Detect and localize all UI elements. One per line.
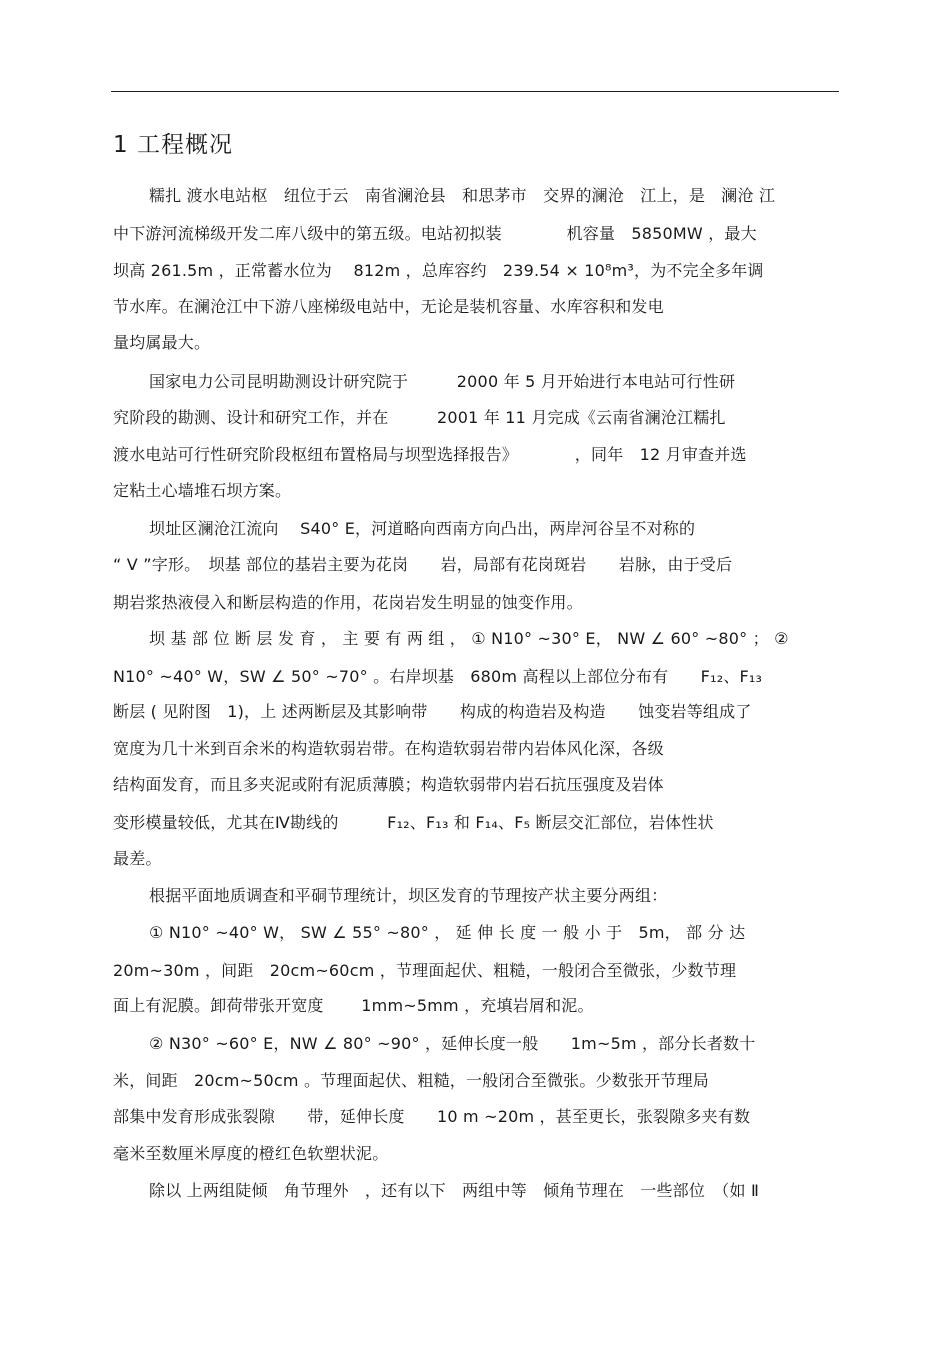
paragraph-line: 量均属最大。 [113, 333, 211, 352]
paragraph-line: 坝高 261.5m ，正常蓄水位为 812m ，总库容约 239.54 × 10⁸m³，为不完全多年调 [113, 261, 764, 280]
paragraph-line: N10° ~40° W，SW ∠ 50° ~70° 。右岸坝基 680m 高程以上部位分布有 F₁₂、F₁₃ [113, 667, 763, 686]
paragraph-line: 米，间距 20cm~50cm 。节理面起伏、粗糙，一般闭合至微张。少数张开节理局 [113, 1071, 709, 1090]
paragraph-line: 定粘土心墙堆石坝方案。 [113, 481, 292, 500]
paragraph-line: 变形模量较低，尤其在Ⅳ勘线的 F₁₂、F₁₃ 和 F₁₄、F₅ 断层交汇部位，岩体性状 [113, 813, 714, 832]
header-rule [111, 91, 839, 92]
paragraph-line: 毫米至数厘米厚度的橙红色软塑状泥。 [113, 1144, 389, 1163]
paragraph-line: 节水库。在澜沧江中下游八座梯级电站中，无论是装机容量、水库容积和发电 [113, 297, 664, 316]
paragraph-line: ② N30° ~60° E，NW ∠ 80° ~90° ，延伸长度一般 1m~5m ，部分长者数十 [149, 1034, 756, 1053]
section-heading: 1 工程概况 [113, 132, 233, 158]
paragraph-line: 宽度为几十米到百余米的构造软弱岩带。在构造软弱岩带内岩体风化深，各级 [113, 739, 664, 758]
paragraph-line: 糯扎 渡水电站枢 纽位于云 南省澜沧县 和思茅市 交界的澜沧 江上，是 澜沧 江 [149, 186, 776, 205]
paragraph-line: “ V ”字形。 坝基 部位的基岩主要为花岗 岩，局部有花岗斑岩 岩脉，由于受后 [113, 555, 733, 574]
paragraph-line: 坝址区澜沧江流向 S40° E，河道略向西南方向凸出，两岸河谷呈不对称的 [149, 519, 696, 538]
paragraph-line: 根据平面地质调查和平硐节理统计，坝区发育的节理按产状主要分两组： [149, 886, 668, 905]
paragraph-line: 结构面发育，而且多夹泥或附有泥质薄膜；构造软弱带内岩石抗压强度及岩体 [113, 775, 664, 794]
paragraph-line: 究阶段的勘测、设计和研究工作，并在 2001 年 11 月完成《云南省澜沧江糯扎 [113, 408, 726, 427]
paragraph-line: 断层 ( 见附图 1)，上 述两断层及其影响带 构成的构造岩及构造 蚀变岩等组成了 [113, 702, 752, 721]
paragraph-line: 除以 上两组陡倾 角节理外 ，还有以下 两组中等 倾角节理在 一些部位 （如 Ⅱ [149, 1181, 760, 1200]
paragraph-line: 部集中发育形成张裂隙 带，延伸长度 10 m ~20m ，甚至更长，张裂隙多夹有数 [113, 1107, 751, 1126]
paragraph-line: 期岩浆热液侵入和断层构造的作用，花岗岩发生明显的蚀变作用。 [113, 593, 583, 612]
paragraph-line: 面上有泥膜。卸荷带张开宽度 1mm~5mm ，充填岩屑和泥。 [113, 996, 594, 1015]
paragraph-line: 国家电力公司昆明勘测设计研究院于 2000 年 5 月开始进行本电站可行性研 [149, 372, 736, 391]
paragraph-line: ① N10° ~40° W， SW ∠ 55° ~80° ， 延 伸 长 度 一 般 小 于 5m， 部 分 达 [149, 923, 746, 942]
paragraph-line: 20m~30m ，间距 20cm~60cm ，节理面起伏、粗糙，一般闭合至微张，少数节理 [113, 961, 737, 980]
paragraph-line: 最差。 [113, 849, 162, 868]
paragraph-line: 中下游河流梯级开发二库八级中的第五级。电站初拟装 机容量 5850MW ，最大 [113, 224, 757, 243]
paragraph-line: 坝 基 部 位 断 层 发 育 ， 主 要 有 两 组 ， ① N10° ~30° E， NW ∠ 60° ~80° ； ② [149, 629, 789, 648]
paragraph-line: 渡水电站可行性研究阶段枢纽布置格局与坝型选择报告》 ，同年 12 月审查并选 [113, 445, 747, 464]
